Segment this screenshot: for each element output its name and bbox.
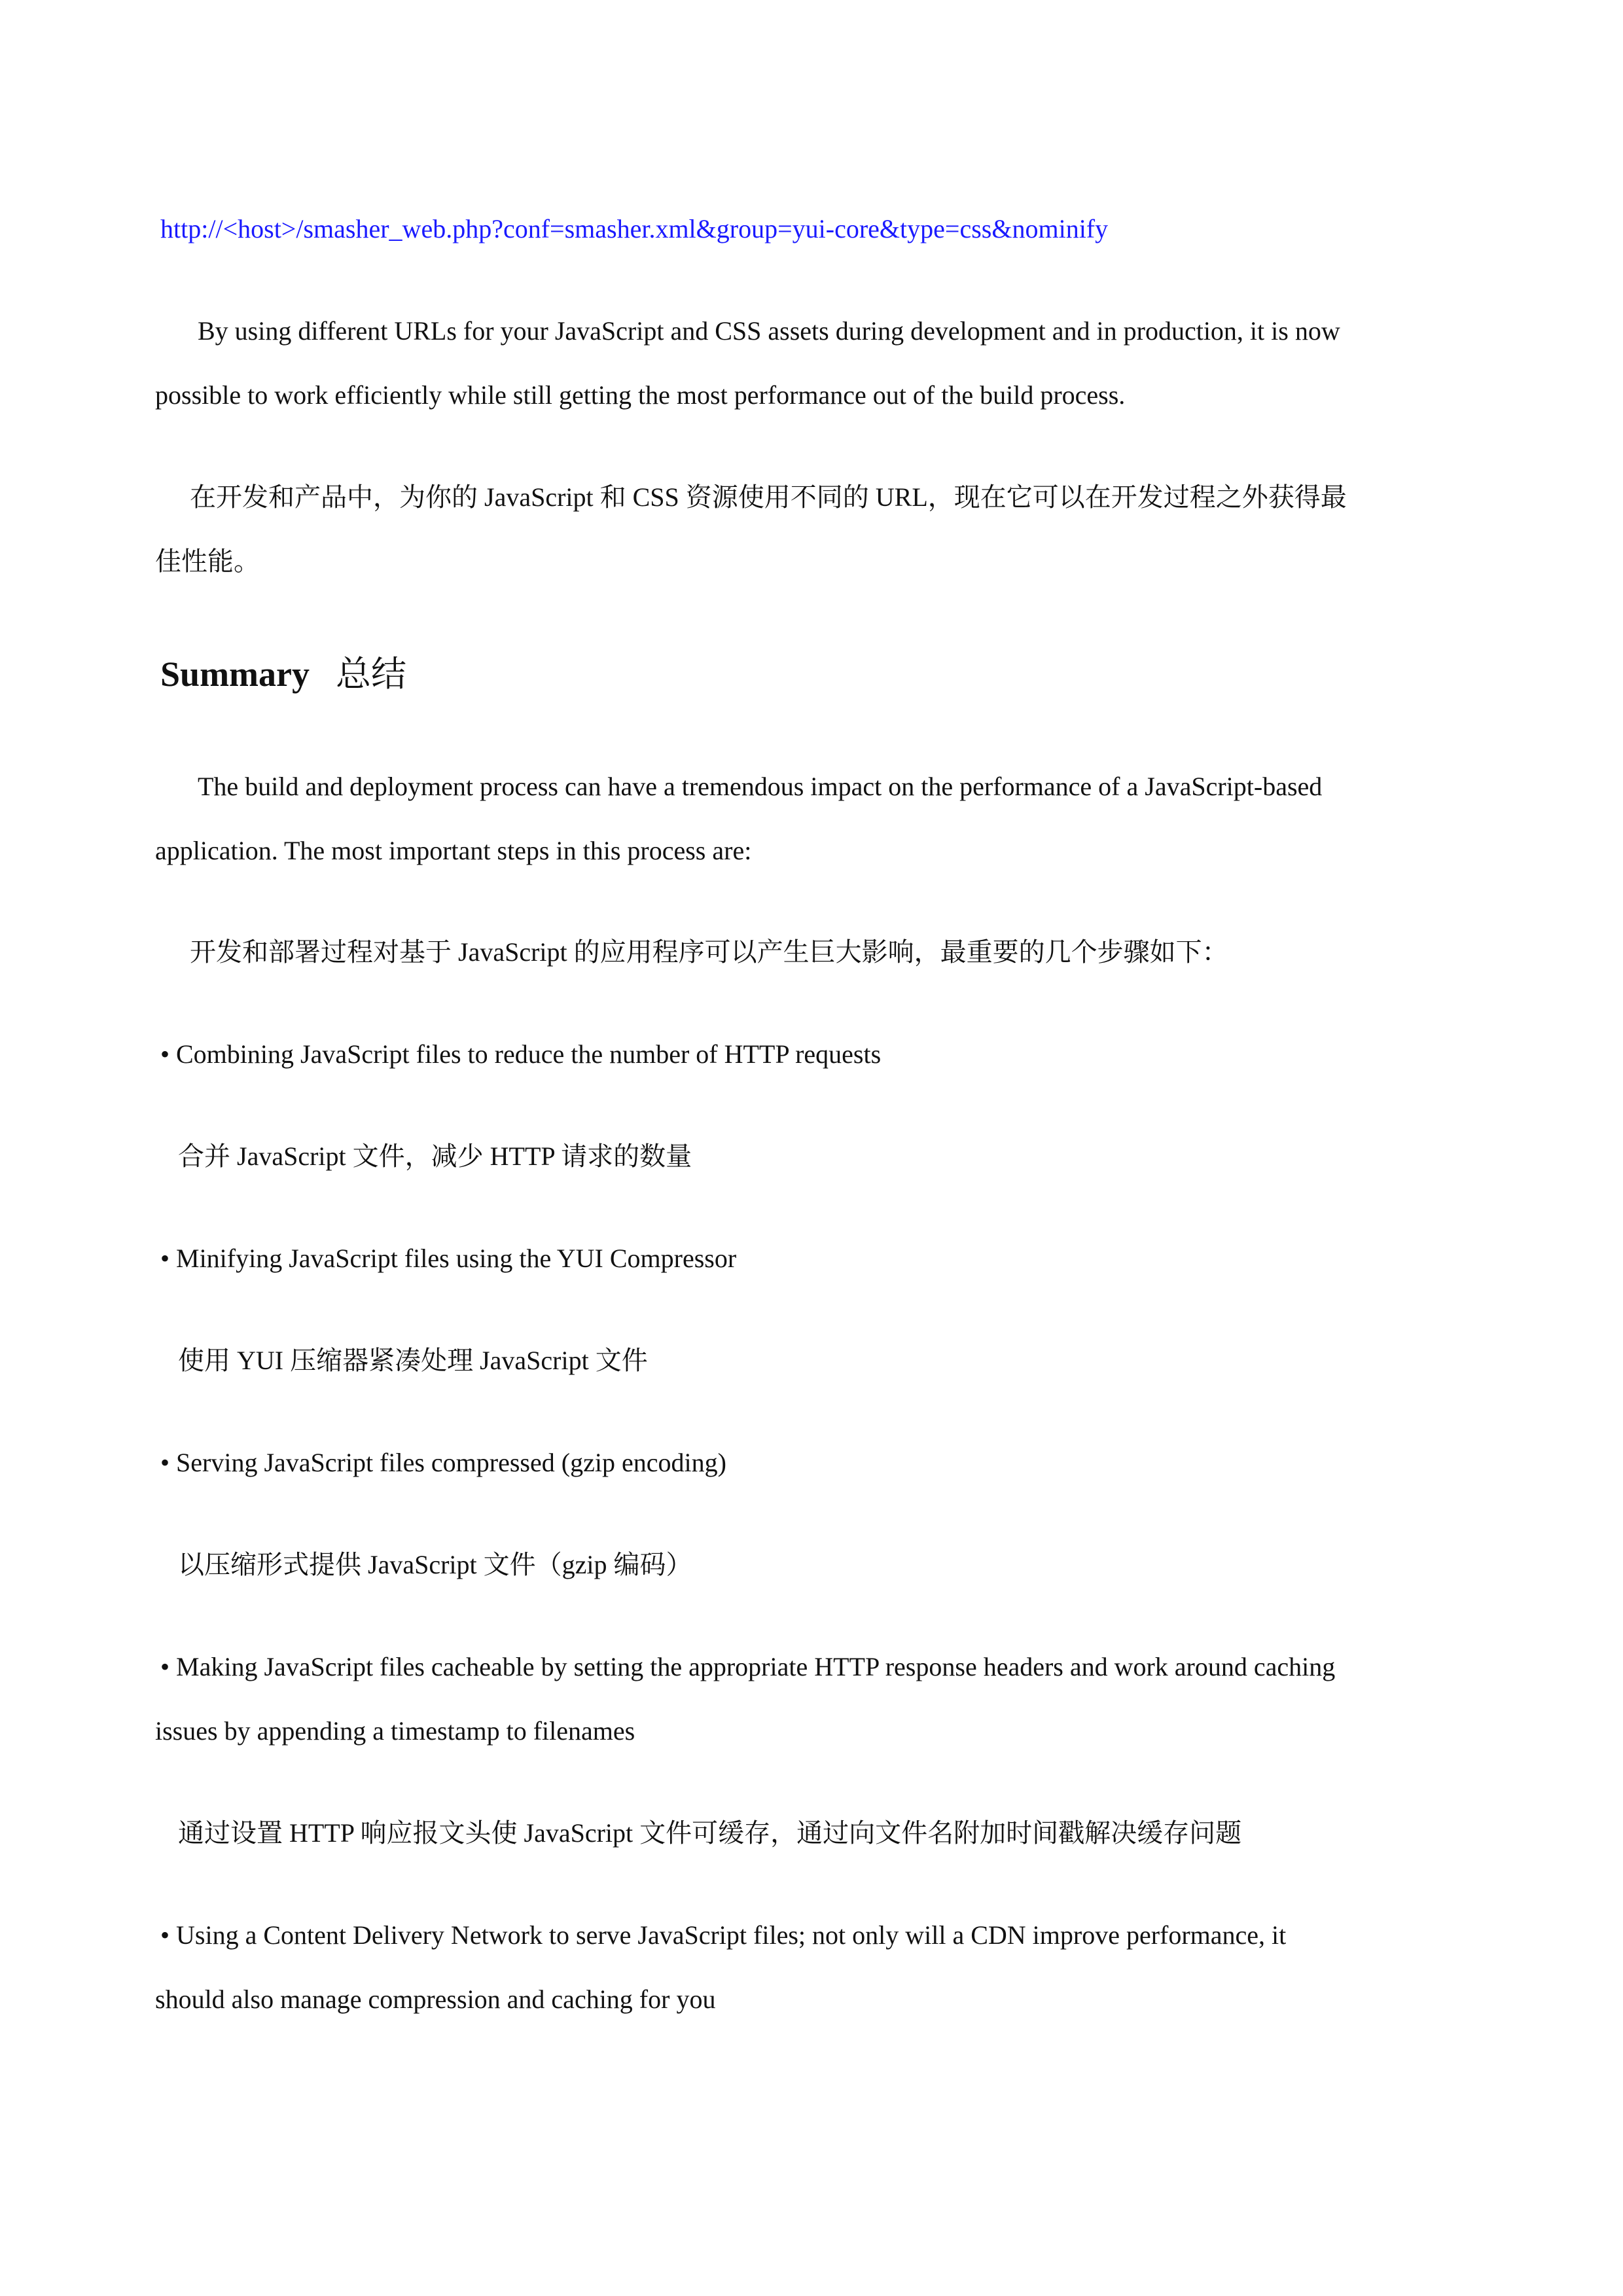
- bullet-item-cont: should also manage compression and caching for you: [155, 1984, 716, 2014]
- bullet-item: • Combining JavaScript files to reduce the number of HTTP requests: [160, 1039, 882, 1069]
- bullet-cn: 通过设置 HTTP 响应报文头使 JavaScript 文件可缓存，通过向文件名附加时间戳解决缓存问题: [178, 1818, 1242, 1848]
- bullet-item-cont: issues by appending a timestamp to filenames: [155, 1716, 635, 1746]
- summary-heading-en: Summary: [160, 655, 310, 694]
- paragraph-cn-line: 佳性能。: [155, 547, 260, 576]
- bullet-item: • Making JavaScript files cacheable by setting the appropriate HTTP response headers and work around caching: [160, 1652, 1336, 1681]
- summary-heading-cn: 总结: [336, 655, 406, 694]
- paragraph-cn-line: 在开发和产品中，为你的 JavaScript 和 CSS 资源使用不同的 URL，现在它可以在开发过程之外获得最: [190, 482, 1347, 512]
- paragraph-cn-line: 开发和部署过程对基于 JavaScript 的应用程序可以产生巨大影响，最重要的几个步骤如下：: [190, 937, 1228, 967]
- summary-heading: [160, 651, 406, 697]
- bullet-cn: 以压缩形式提供 JavaScript 文件（gzip 编码）: [178, 1550, 692, 1579]
- bullet-cn: 使用 YUI 压缩器紧凑处理 JavaScript 文件: [178, 1346, 648, 1375]
- paragraph-line: application. The most important steps in this process are:: [155, 836, 752, 865]
- url-link[interactable]: http://<host>/smasher_web.php?conf=smasher.xml&group=yui-core&type=css&nominify: [160, 214, 1109, 243]
- paragraph-line: possible to work efficiently while still getting the most performance out of the build process.: [155, 380, 1126, 410]
- paragraph-line: By using different URLs for your JavaScript and CSS assets during development and in production, it is now: [198, 316, 1340, 346]
- bullet-item: • Serving JavaScript files compressed (gzip encoding): [160, 1448, 726, 1477]
- bullet-item: • Using a Content Delivery Network to serve JavaScript files; not only will a CDN improve performance, it: [160, 1920, 1287, 1950]
- paragraph-line: The build and deployment process can have a tremendous impact on the performance of a JavaScript-based: [198, 772, 1323, 801]
- bullet-item: • Minifying JavaScript files using the YUI Compressor: [160, 1244, 737, 1273]
- bullet-cn: 合并 JavaScript 文件，减少 HTTP 请求的数量: [178, 1141, 692, 1171]
